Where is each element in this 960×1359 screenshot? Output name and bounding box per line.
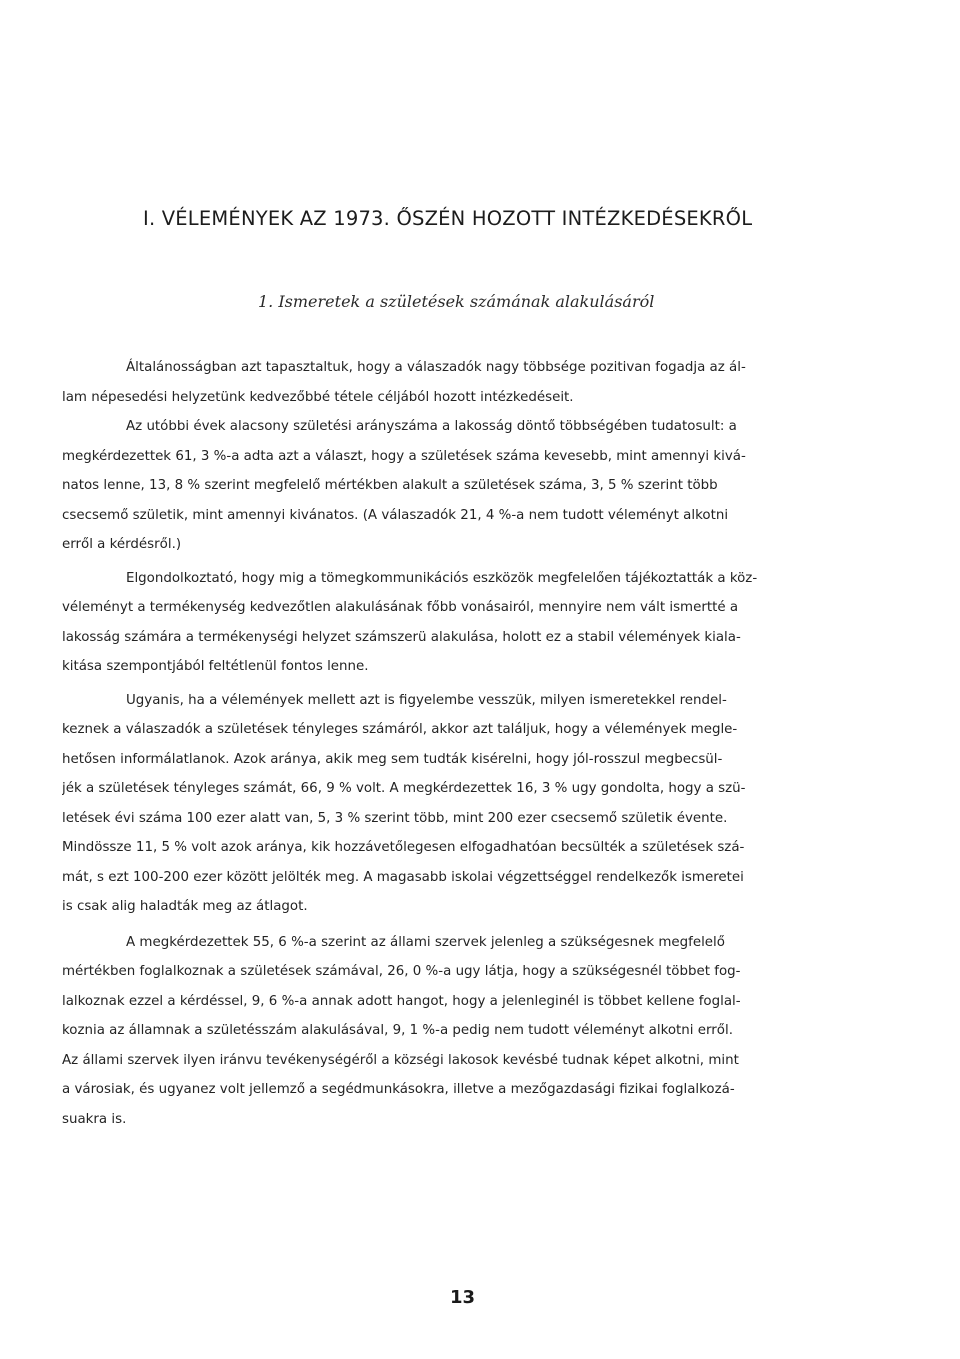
page-number: 13 xyxy=(450,1287,476,1308)
text-line: erről a kérdésről.) xyxy=(62,537,182,552)
text-line: lalkoznak ezzel a kérdéssel, 9, 6 %-a annak adott hangot, hogy a jelenleginél is többet kellene foglal- xyxy=(62,993,741,1009)
text-line: Mindössze 11, 5 % volt azok aránya, kik hozzávetőlegesen elfogadhatóan becsülték a születések szá- xyxy=(62,840,745,855)
paragraph xyxy=(62,412,874,560)
text-line: hetősen informálatlanok. Azok aránya, akik meg sem tudták kisérelni, hogy jól-rosszul megbecsül- xyxy=(62,751,723,767)
text-line: véleményt a termékenység kedvezőtlen alakulásának főbb vonásairól, mennyire nem vált ismertté a xyxy=(62,600,739,615)
text-line: Elgondolkoztató, hogy mig a tömegkommunikációs eszközök megfelelően tájékoztatták a köz- xyxy=(126,570,758,586)
section-title: 1. Ismeretek a születések számának alakulásáról xyxy=(258,292,655,311)
paragraph xyxy=(62,564,874,682)
text-line: jék a születések tényleges számát, 66, 9 % volt. A megkérdezettek 16, 3 % ugy gondolta, hogy a szü- xyxy=(62,781,746,796)
text-line: letések évi száma 100 ezer alatt van, 5, 3 % szerint több, mint 200 ezer csecsemő születik évente. xyxy=(62,810,728,826)
text-line: Az utóbbi évek alacsony születési arányszáma a lakosság döntő többségében tudatosult: a xyxy=(126,419,737,434)
text-line: lam népesedési helyzetünk kedvezőbbé tétele céljából hozott intézkedéseit. xyxy=(62,389,574,405)
body-text xyxy=(62,353,874,1134)
text-line: Ugyanis, ha a vélemények mellett azt is figyelembe vesszük, milyen ismeretekkel rendel- xyxy=(126,692,727,708)
text-line: mát, s ezt 100-200 ezer között jelölték meg. A magasabb iskolai végzettséggel rendelkezők ismeretei xyxy=(62,869,744,885)
text-line: koznia az államnak a születésszám alakulásával, 9, 1 %-a pedig nem tudott véleményt alkotni erről. xyxy=(62,1023,733,1038)
text-line: megkérdezettek 61, 3 %-a adta azt a választ, hogy a születések száma kevesebb, mint amennyi kivá- xyxy=(62,448,746,464)
chapter-title: I. VÉLEMÉNYEK AZ 1973. ŐSZÉN HOZOTT INTÉZKEDÉSEKRŐL xyxy=(143,207,753,230)
text-line: keznek a válaszadók a születések tényleges számáról, akkor azt találjuk, hogy a vélemények megle- xyxy=(62,722,738,737)
text-line: is csak alig haladták meg az átlagot. xyxy=(62,899,308,914)
paragraph xyxy=(62,686,874,922)
text-line: Általánosságban azt tapasztaltuk, hogy a válaszadók nagy többsége pozitivan fogadja az ál- xyxy=(126,360,746,375)
text-line: natos lenne, 13, 8 % szerint megfelelő mértékben alakult a születések száma, 3, 5 % szerint több xyxy=(62,478,718,493)
text-line: mértékben foglalkoznak a születések számával, 26, 0 %-a ugy látja, hogy a szükségesnél többet fog- xyxy=(62,964,741,979)
paragraph xyxy=(62,353,874,412)
paragraph xyxy=(62,928,874,1135)
text-line: suakra is. xyxy=(62,1111,127,1127)
text-line: A megkérdezettek 55, 6 %-a szerint az állami szervek jelenleg a szükségesnek megfelelő xyxy=(126,934,725,950)
text-line: Az állami szervek ilyen iránvu tevékenységéről a községi lakosok kevésbé tudnak képet alkotni, mint xyxy=(62,1052,739,1068)
text-line: a városiak, és ugyanez volt jellemző a segédmunkásokra, illetve a mezőgazdasági fizikai foglalkozá- xyxy=(62,1082,735,1097)
text-line: kitása szempontjából feltétlenül fontos lenne. xyxy=(62,659,369,674)
text-line: lakosság számára a termékenységi helyzet számszerü alakulása, holott ez a stabil vélemények kiala- xyxy=(62,629,741,645)
text-line: csecsemő születik, mint amennyi kivánatos. (A válaszadók 21, 4 %-a nem tudott véleményt alkotni xyxy=(62,507,729,523)
